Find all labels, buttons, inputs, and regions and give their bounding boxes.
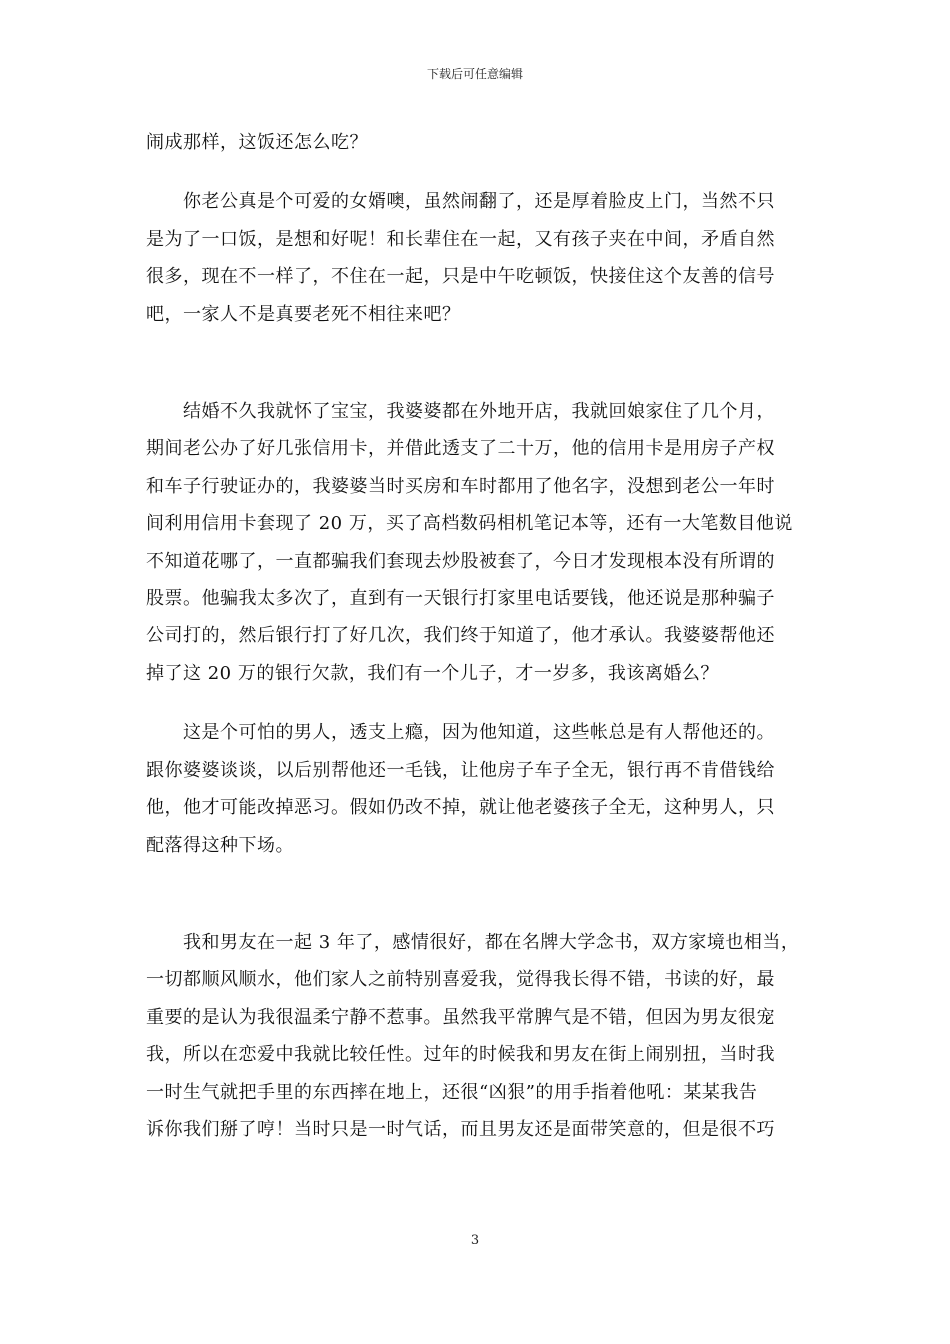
paragraph-line: 公司打的，然后银行打了好几次，我们终于知道了，他才承认。我婆婆帮他还	[146, 625, 775, 647]
paragraph-line: 不知道花哪了，一直都骗我们套现去炒股被套了，今日才发现根本没有所谓的	[146, 550, 775, 572]
paragraph-line: 掉了这 20 万的银行欠款，我们有一个儿子，才一岁多，我该离婚么？	[146, 662, 719, 684]
paragraph-gap	[146, 692, 812, 714]
paragraph-line: 股票。他骗我太多次了，直到有一天银行打家里电话要钱，他还说是那种骗子	[146, 588, 775, 610]
paragraph-line: 重要的是认为我很温柔宁静不惹事。虽然我平常脾气是不错，但因为男友很宠	[146, 1006, 775, 1028]
paragraph-3	[146, 393, 812, 692]
page-header: 下载后可任意编辑	[426, 67, 523, 81]
paragraph-4	[146, 714, 812, 864]
paragraph-line: 你老公真是个可爱的女婿噢，虽然闹翻了，还是厚着脸皮上门，当然不只	[183, 191, 775, 213]
paragraph-5	[146, 924, 812, 1148]
paragraph-gap	[146, 161, 812, 183]
paragraph-line: 跟你婆婆谈谈，以后别帮他还一毛钱，让他房子车子全无，银行再不肯借钱给	[146, 759, 775, 781]
paragraph-line: 期间老公办了好几张信用卡，并借此透支了二十万，他的信用卡是用房子产权	[146, 438, 775, 460]
paragraph-line: 是为了一口饭，是想和好呢！和长辈住在一起，又有孩子夹在中间，矛盾自然	[146, 228, 775, 250]
paragraph-line: 他，他才可能改掉恶习。假如仍改不掉，就让他老婆孩子全无，这种男人，只	[146, 797, 775, 819]
paragraph-line: 和车子行驶证办的，我婆婆当时买房和车时都用了他名字，没想到老公一年时	[146, 475, 775, 497]
paragraph-line: 很多，现在不一样了，不住在一起，只是中午吃顿饭，快接住这个友善的信号	[146, 266, 775, 288]
paragraph-line: 结婚不久我就怀了宝宝，我婆婆都在外地开店，我就回娘家住了几个月，	[183, 401, 775, 423]
page-number: 3	[470, 1233, 480, 1248]
paragraph-line: 一切都顺风顺水，他们家人之前特别喜爱我，觉得我长得不错，书读的好，最	[146, 969, 775, 991]
paragraph-1	[146, 124, 812, 161]
paragraph-line: 这是个可怕的男人，透支上瘾，因为他知道，这些帐总是有人帮他还的。	[183, 722, 775, 744]
paragraph-line: 一时生气就把手里的东西摔在地上，还很“凶狠”的用手指着他吼：某某我告	[146, 1081, 758, 1103]
paragraph-line: 配落得这种下场。	[146, 834, 294, 856]
document-body	[146, 124, 812, 1148]
paragraph-line: 吧，一家人不是真要老死不相往来吧？	[146, 303, 461, 325]
paragraph-gap	[146, 333, 812, 393]
paragraph-line: 间利用信用卡套现了 20 万，买了高档数码相机笔记本等，还有一大笔数目他说	[146, 513, 793, 535]
paragraph-line: 我和男友在一起 3 年了，感情很好，都在名牌大学念书，双方家境也相当，	[183, 931, 800, 953]
paragraph-line: 闹成那样，这饭还怎么吃？	[146, 132, 368, 153]
paragraph-2	[146, 183, 812, 333]
paragraph-line: 诉你我们掰了哼！当时只是一时气话，而且男友还是面带笑意的，但是很不巧	[146, 1118, 775, 1140]
paragraph-line: 我，所以在恋爱中我就比较任性。过年的时候我和男友在街上闹别扭，当时我	[146, 1044, 775, 1066]
paragraph-gap	[146, 864, 812, 924]
